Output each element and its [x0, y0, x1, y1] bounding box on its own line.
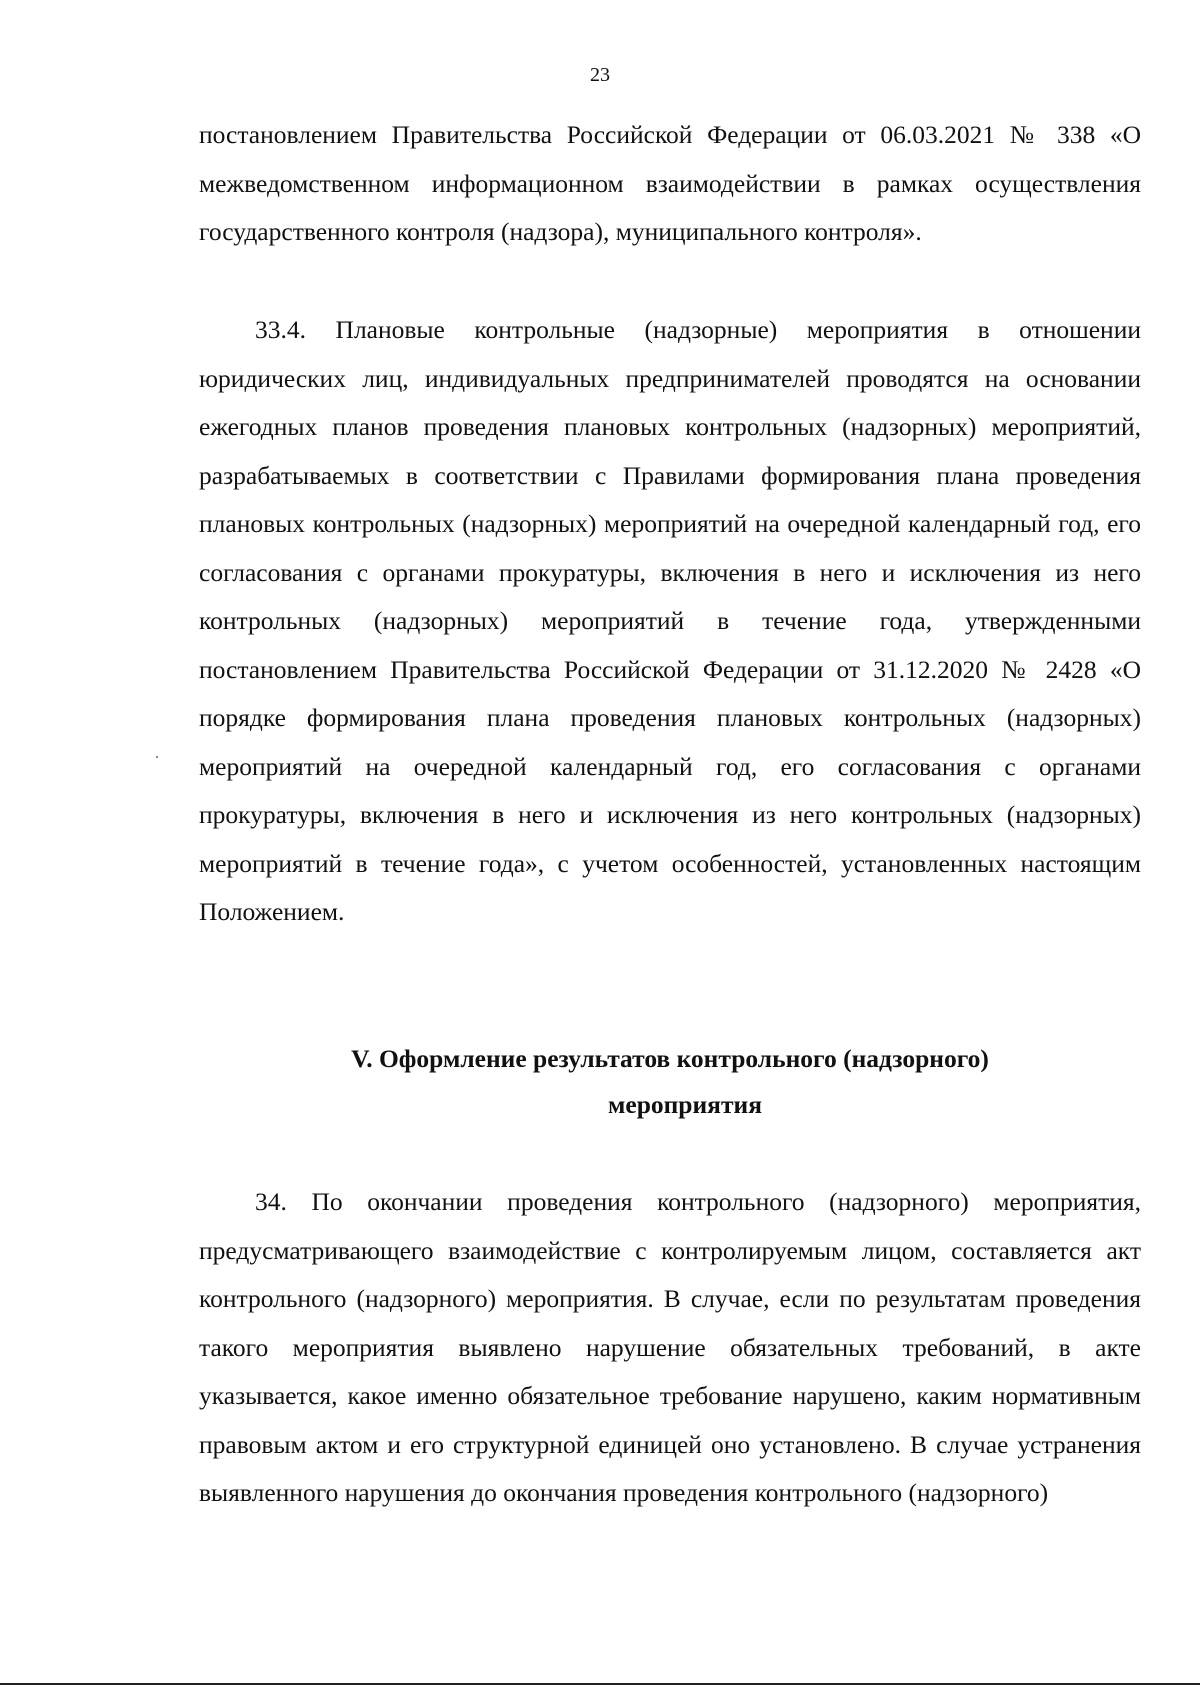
paragraph-continuation: постановлением Правительства Российской Федерации от 06.03.2021 № 338 «О межведомственном информационном взаимодействии в рамках осуществления государственного контроля (надзора), муниципального контроля».	[199, 120, 1141, 246]
scan-artifact	[156, 756, 158, 758]
page-number: 23	[590, 64, 610, 86]
section-heading-line-2: мероприятия	[608, 1090, 762, 1119]
paragraph-34: 34. По окончании проведения контрольного (надзорного) мероприятия, предусматривающего взаимодействие с контролируемым лицом, составляется акт контрольного (надзорного) мероприятия. В случае, если по результатам проведения такого мероприятия выявлено нарушение обязательных требований, в акте указывается, какое именно обязательное требование нарушено, каким нормативным правовым актом и его структурной единицей оно установлено. В случае устранения выявленного нарушения до окончания проведения контрольного (надзорного)	[199, 1187, 1141, 1507]
section-heading-line-1: V. Оформление результатов контрольного (надзорного)	[351, 1044, 989, 1073]
paragraph-33-4: 33.4. Плановые контрольные (надзорные) мероприятия в отношении юридических лиц, индивидуальных предпринимателей проводятся на основании ежегодных планов проведения плановых контрольных (надзорных) мероприятий, разрабатываемых в соответствии с Правилами формирования плана проведения плановых контрольных (надзорных) мероприятий на очередной календарный год, его согласования с органами прокуратуры, включения в него и исключения из него контрольных (надзорных) мероприятий в течение года, утвержденными постановлением Правительства Российской Федерации от 31.12.2020 № 2428 «О порядке формирования плана проведения плановых контрольных (надзорных) мероприятий на очередной календарный год, его согласования с органами прокуратуры, включения в него и исключения из него контрольных (надзорных) мероприятий в течение года», с учетом особенностей, установленных настоящим Положением.	[199, 315, 1141, 926]
page-bottom-edge	[0, 1683, 1200, 1685]
section-heading	[199, 1036, 1141, 1128]
